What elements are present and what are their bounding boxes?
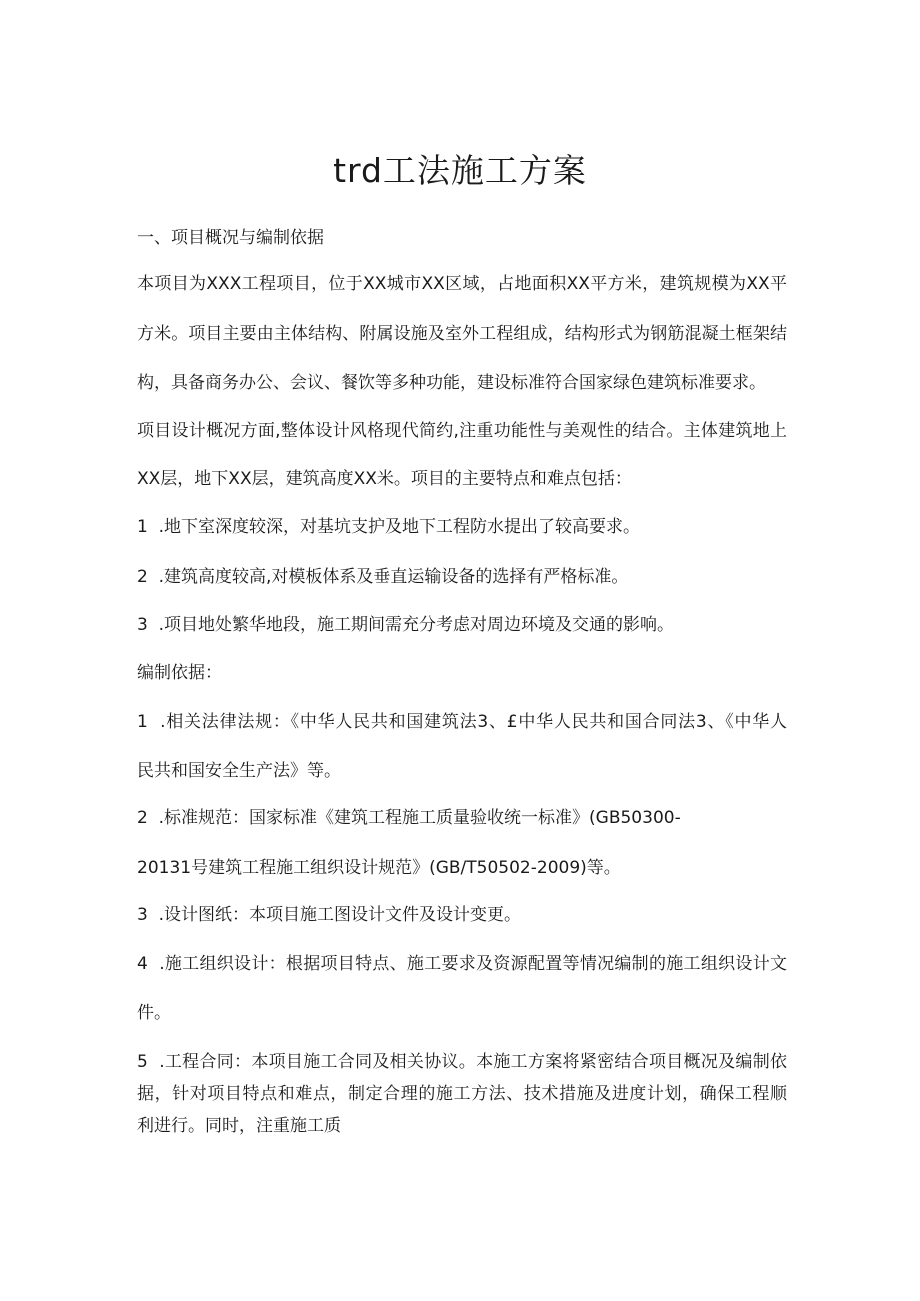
- list-item-continuation: 民共和国安全生产法》等。: [137, 761, 341, 781]
- list-item: 4 .施工组织设计：根据项目特点、施工要求及资源配置等情况编制的施工组织设计文: [137, 954, 787, 974]
- list-item-continuation: 20131号建筑工程施工组织设计规范》(GB/T50502-2009)等。: [137, 858, 621, 878]
- paragraph-line: 本项目为XXX工程项目，位于XX城市XX区域，占地面积XX平方米，建筑规模为XX平: [137, 274, 787, 294]
- paragraph-line: 构，具备商务办公、会议、餐饮等多种功能，建设标准符合国家绿色建筑标准要求。: [137, 373, 766, 393]
- section-heading: 一、项目概况与编制依据: [137, 228, 324, 248]
- list-item: 5 .工程合同：本项目施工合同及相关协议。本施工方案将紧密结合项目概况及编制依: [137, 1052, 787, 1072]
- paragraph-line: XX层，地下XX层，建筑高度XX米。项目的主要特点和难点包括：: [137, 469, 632, 489]
- list-item: 1 .地下室深度较深，对基坑支护及地下工程防水提出了较高要求。: [137, 517, 641, 537]
- paragraph-line: 项目设计概况方面,整体设计风格现代简约,注重功能性与美观性的结合。主体建筑地上: [137, 421, 787, 441]
- paragraph-line: 方米。项目主要由主体结构、附属设施及室外工程组成，结构形式为钢筋混凝土框架结: [137, 324, 787, 344]
- list-item: 2 .建筑高度较高,对模板体系及垂直运输设备的选择有严格标准。: [137, 567, 629, 587]
- subsection-label: 编制依据：: [137, 663, 222, 683]
- list-item-continuation: 利进行。同时，注重施工质: [137, 1116, 341, 1136]
- list-item: 3 .项目地处繁华地段，施工期间需充分考虑对周边环境及交通的影响。: [137, 615, 675, 635]
- list-item-continuation: 件。: [137, 1003, 171, 1023]
- list-item: 1 .相关法律法规：《中华人民共和国建筑法3、£中华人民共和国合同法3、《中华人: [137, 712, 787, 732]
- list-item-continuation: 据，针对项目特点和难点，制定合理的施工方法、技术措施及进度计划，确保工程顺: [137, 1084, 787, 1104]
- list-item: 2 .标准规范：国家标准《建筑工程施工质量验收统一标准》(GB50300-: [137, 808, 681, 828]
- document-title: trd工法施工方案: [333, 151, 587, 190]
- list-item: 3 .设计图纸：本项目施工图设计文件及设计变更。: [137, 905, 522, 925]
